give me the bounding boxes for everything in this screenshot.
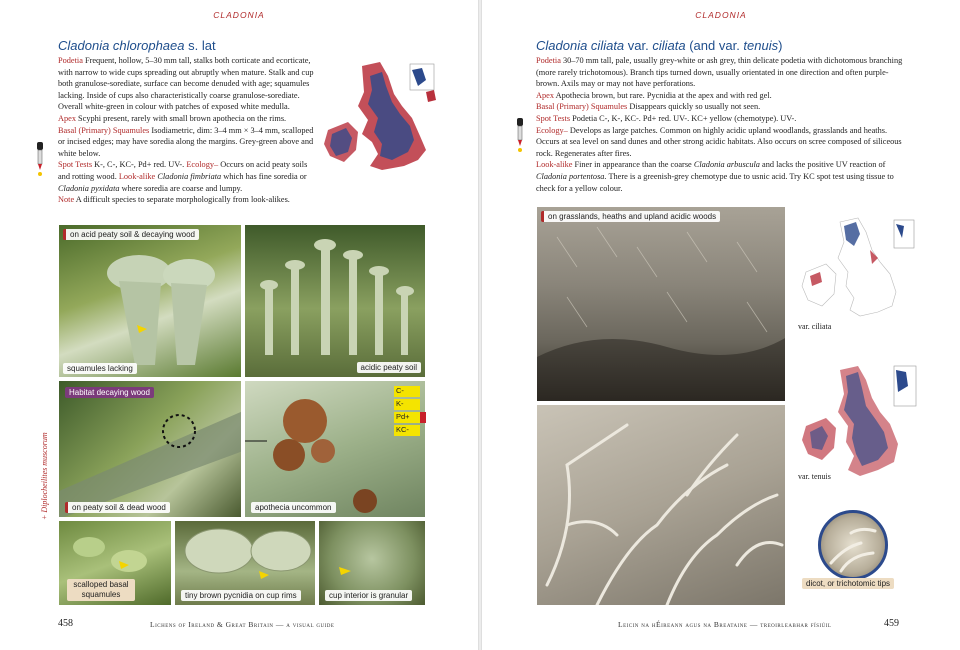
spot-test-dropper-icon	[514, 118, 526, 154]
shetland-dots	[412, 68, 426, 86]
photo-scalloped-squamules	[58, 520, 172, 606]
spot-test-key	[394, 386, 420, 438]
species-name: Cladonia ciliata	[536, 38, 625, 53]
lookalike-text: There is a greenish-grey chemotype due to usnic acid. Try KC spot test using tissue to check for a yellow colour.	[536, 171, 894, 193]
tips-illustration	[821, 513, 885, 577]
lookalike-species: Cladonia portentosa.	[536, 171, 607, 181]
lookalike-species: Cladonia fimbriata	[157, 171, 222, 181]
lookalike-text: and lacks the positive UV reaction of	[759, 160, 886, 170]
basal-text: Isodiametric, dim: 3–4 mm × 3–4 mm, scalloped or incised edges; may have soredia along the margins. Grey-green above and white below.	[58, 125, 314, 158]
title-text: var.	[624, 38, 653, 53]
caption-grasslands: on grasslands, heaths and upland acidic woods	[541, 211, 720, 222]
note-text: A difficult species to separate morphologically from look-alikes.	[74, 195, 290, 205]
photo-branching-closeup	[536, 404, 786, 606]
variety-name: tenuis	[743, 38, 779, 53]
spot-test-dropper-icon	[34, 142, 46, 178]
shetland-inset	[894, 220, 914, 248]
podetia-label: Podetia	[536, 56, 561, 65]
caption-granular: cup interior is granular	[325, 590, 412, 601]
basal-label: Basal (Primary) Squamules	[536, 102, 628, 112]
photo-grassland-patch	[536, 206, 786, 402]
spot-tests-label: Spot Tests	[536, 113, 571, 123]
basal-label: Basal (Primary) Squamules	[58, 125, 150, 135]
left-page	[0, 0, 478, 650]
map-label-ciliata: var. ciliata	[798, 322, 832, 331]
podetia-cluster-illustration	[245, 225, 426, 378]
species-qualifier: s. lat	[184, 38, 216, 53]
apex-label: Apex	[58, 113, 76, 123]
lookalike-text: which has fine soredia or	[221, 171, 307, 181]
cup-lichen-illustration	[59, 225, 242, 378]
ecology-label: Ecology–	[536, 125, 568, 135]
caption-peaty-dead-wood: on peaty soil & dead wood	[65, 502, 170, 513]
right-page	[482, 0, 960, 650]
caption-squamules-lacking: squamules lacking	[63, 363, 137, 374]
photo-cups-on-wood	[58, 224, 242, 378]
caption-acidic-peaty-soil: acidic peaty soil	[357, 362, 421, 373]
ecology-label: Ecology–	[186, 160, 219, 170]
spot-key-kc: KC-	[394, 425, 420, 436]
lookalike-text: where soredia are coarse and lumpy.	[119, 183, 243, 193]
spot-key-k: K-	[394, 399, 420, 410]
caption-scalloped: scalloped basal squamules	[67, 579, 135, 601]
distribution-map	[322, 56, 444, 184]
vertical-caption: + Diplocheilites muscorum	[40, 432, 49, 520]
title-text: )	[778, 38, 783, 53]
branching-illustration	[537, 405, 786, 606]
variety-name: ciliata	[652, 38, 686, 53]
pd-positive-marker	[420, 412, 426, 423]
species-title	[536, 38, 782, 53]
page-number: 459	[884, 618, 899, 629]
apex-text: Scyphi present, rarely with small brown apothecia on the rims.	[75, 113, 287, 123]
spot-key-c: C-	[394, 386, 420, 397]
caption-dicot: dicot, or trichotomic tips	[802, 578, 894, 589]
species-name: Cladonia chlorophaea	[58, 38, 185, 53]
ecology-text: Develops as large patches. Common on highly acidic upland woodlands, grasslands and heaths. Occurs at sea level on sand dunes and other strong acidic habitats. Also occurs on scree composed of siliceous rock. Regenerates after fires.	[536, 125, 902, 158]
note-label: Note	[58, 195, 75, 205]
inset-trichotomic-tips	[818, 510, 888, 580]
wood-log-illustration	[59, 381, 242, 518]
apex-text: Apothecia brown, but rare. Pycnidia at the apex and with red gel.	[553, 90, 772, 100]
photo-pycnidia	[174, 520, 316, 606]
lookalike-species: Cladonia arbuscula	[693, 160, 760, 170]
running-head: CLADONIA	[213, 10, 265, 20]
podetia-label: Podetia	[58, 56, 83, 65]
running-head: CLADONIA	[695, 10, 747, 20]
photo-decaying-wood	[58, 380, 242, 518]
photo-acidic-peaty-soil	[244, 224, 426, 378]
footline: Leicin na hÉireann agus na Breataine — treoirleabhar físiúil	[618, 620, 832, 629]
lookalike-label: Look-alike	[536, 160, 573, 170]
podetia-text: Frequent, hollow, 5–30 mm tall, stalks both corticate and ecorticate, with narrow to wide cups spreading out abruptly when mature. Stalk and cup both granulose-sorediate, surface can become denuded with age; squamules lacking. Inside of cups also characteristically coarse granulose-sorediate. Overall white-green in colour with patches of exposed white medulla.	[58, 56, 314, 112]
caption-acid-peaty: on acid peaty soil & decaying wood	[63, 229, 199, 240]
caption-pycnidia: tiny brown pycnidia on cup rims	[181, 590, 301, 601]
apex-label: Apex	[536, 90, 554, 100]
spot-key-pd: Pd+	[394, 412, 420, 423]
spot-tests-label: Spot Tests	[58, 160, 93, 170]
photo-granular-interior	[318, 520, 426, 606]
podetia-text: 30–70 mm tall, pale, usually grey-white or ash grey, thin delicate podetia with dichotomous branching (more rarely trichotomous). Branch tips turned down, usually orientated in one direction and often purple-brown. Axils may or may not have perforations.	[536, 56, 903, 89]
footline: Lichens of Ireland & Great Britain — a visual guide	[150, 620, 335, 629]
caption-habitat-decaying: Habitat decaying wood	[65, 387, 154, 398]
ecology-text: Occurs on acid peaty soils and rotting wood.	[58, 160, 308, 181]
title-text: (and var.	[685, 38, 744, 53]
lookalike-text: Finer in appearance than the coarse	[572, 160, 694, 170]
description-text	[58, 55, 316, 206]
page-number: 458	[58, 618, 73, 629]
caption-apothecia: apothecia uncommon	[251, 502, 336, 513]
lookalike-label: Look-alike	[118, 171, 156, 181]
species-title	[58, 38, 216, 53]
lookalike-species: Cladonia pyxidata	[58, 183, 120, 193]
spot-tests-text: Podetia C-, K-, KC-. Pd+ red. UV-. KC+ yellow (chemotype). UV-.	[570, 113, 797, 123]
lichen-mat-illustration	[537, 207, 786, 402]
basal-text: Disappears quickly so usually not seen.	[627, 102, 761, 112]
spot-tests-text: K-, C-, KC-, Pd+ red. UV-.	[92, 160, 185, 170]
map-var-ciliata	[800, 212, 920, 322]
description-text	[536, 55, 908, 194]
channel-dots	[426, 90, 436, 102]
map-label-tenuis: var. tenuis	[798, 472, 831, 481]
